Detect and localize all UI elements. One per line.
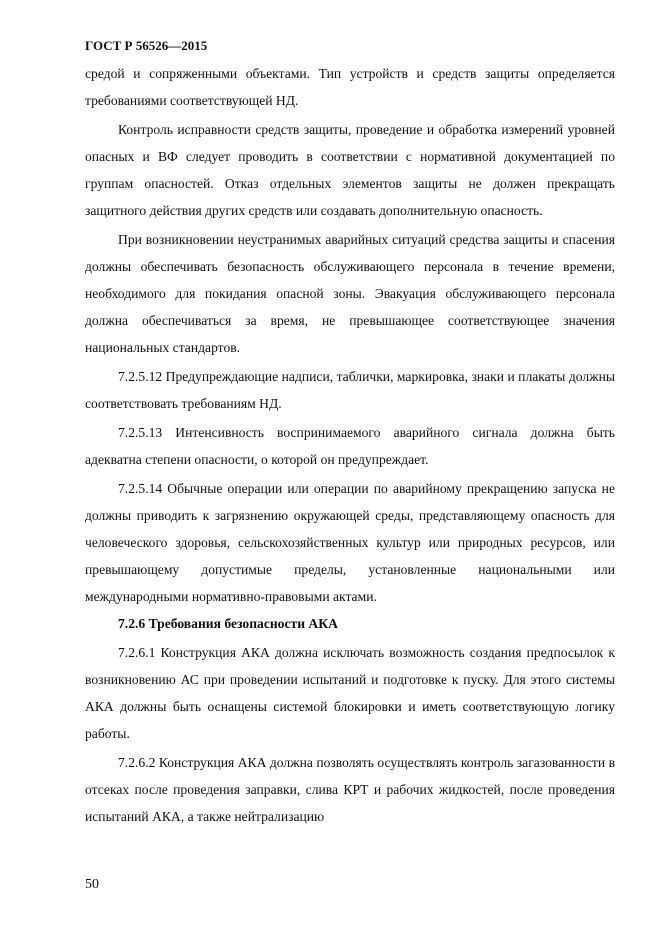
paragraph: 7.2.6.1 Конструкция АКА должна исключать возможность создания предпосылок к возникновению АС при проведении испытаний и подготовке к пуску. Для этого системы АКА должны быть оснащены системой блокировки и иметь соответствующую логику работы. (85, 645, 615, 741)
document-body (85, 60, 615, 830)
page-number: 50 (85, 877, 99, 892)
document-header: ГОСТ Р 56526—2015 (85, 38, 208, 53)
paragraph: 7.2.5.14 Обычные операции или операции по аварийному прекращению запуска не должны приводить к загрязнению окружающей среды, представляющему опасность для человеческого здоровья, сельскохозяйственных культур или природных ресурсов, или превышающему допустимые пределы, установленные национальными или международными нормативно-правовыми актами. (85, 481, 615, 604)
paragraph: 7.2.5.13 Интенсивность воспринимаемого аварийного сигнала должна быть адекватна степени опасности, о которой он предупреждает. (85, 425, 615, 467)
paragraph: средой и сопряженными объектами. Тип устройств и средств защиты определяется требованиями соответствующей НД. (85, 66, 615, 108)
paragraph: При возникновении неустранимых аварийных ситуаций средства защиты и спасения должны обеспечивать безопасность обслуживающего персонала в течение времени, необходимого для покидания опасной зоны. Эвакуация обслуживающего персонала должна обеспечиваться за время, не превышающее соответствующее значения национальных стандартов. (85, 232, 615, 355)
paragraph: 7.2.5.12 Предупреждающие надписи, таблички, маркировка, знаки и плакаты должны соответствовать требованиям НД. (85, 369, 615, 411)
paragraph: Контроль исправности средств защиты, проведение и обработка измерений уровней опасных и ВФ следует проводить в соответствии с нормативной документацией по группам опасностей. Отказ отдельных элементов защиты не должен прекращать защитного действия других средств или создавать дополнительную опасность. (85, 122, 615, 218)
paragraph: 7.2.6.2 Конструкция АКА должна позволять осуществлять контроль загазованности в отсеках после проведения заправки, слива КРТ и рабочих жидкостей, после проведения испытаний АКА, а также нейтрализацию (85, 755, 615, 824)
section-heading: 7.2.6 Требования безопасности АКА (118, 616, 338, 631)
